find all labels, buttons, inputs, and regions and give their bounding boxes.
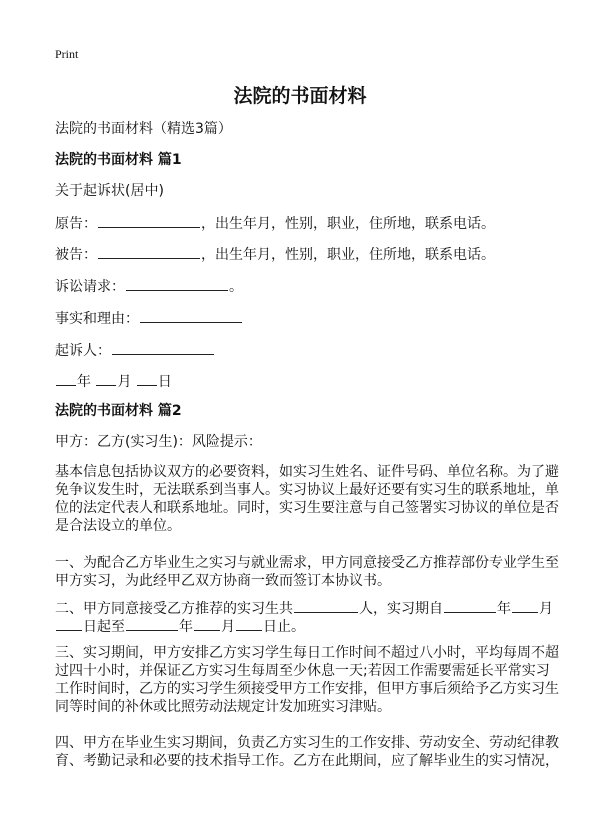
paragraph-line: 基本信息包括协议双方的必要资料，如实习生姓名、证件号码、单位名称。为了避 (55, 464, 559, 480)
section-heading-1: 法院的书面材料 篇1 (55, 152, 182, 168)
text: ，出生年月，性别，职业，住所地，联系电话。 (201, 216, 495, 232)
text: 人，实习期自 (359, 601, 443, 617)
label: 被告： (55, 247, 97, 263)
text: 年 (179, 619, 193, 635)
facts-line (55, 308, 243, 328)
text: 。 (229, 279, 243, 295)
plaintiff-sign-line (55, 340, 215, 360)
label: 事实和理由： (55, 311, 139, 327)
blank-field (512, 598, 538, 613)
paragraph-line: 位的法定代表人和联系地址。同时，实习生要注意与自己签署实习协议的单位是否 (55, 500, 559, 516)
paragraph-line: 免争议发生时，无法联系到当事人。实习协议上最好还要有实习生的联系地址，单 (55, 482, 559, 498)
label: 诉讼请求： (55, 279, 125, 295)
blank-field (294, 598, 358, 613)
paragraph-line: 同等时间的补休或比照劳动法规定计发加班实习津贴。 (55, 699, 391, 715)
parties-line: 甲方：乙方(实习生)：风险提示： (55, 434, 262, 450)
text: 日 (157, 374, 172, 390)
paragraph-line: 过四十小时，并保证乙方实习生每周至少休息一天;若因工作需要需延长平常实习 (55, 663, 550, 679)
blank-field (98, 213, 200, 228)
paragraph-line: 三、实习期间，甲方安排乙方实习学生每日工作时间不超过八小时，平均每周不超 (55, 645, 559, 661)
print-link[interactable]: Print (55, 47, 79, 61)
page-title: 法院的书面材料 (233, 85, 367, 107)
blank-field (98, 244, 200, 259)
blank-field (137, 371, 157, 386)
claim-line (55, 276, 243, 296)
blank-field (126, 616, 178, 631)
defendant-line (55, 244, 495, 264)
blank-field (140, 308, 242, 323)
paragraph-line (55, 616, 305, 636)
paragraph-line: 是合法设立的单位。 (55, 518, 181, 534)
label: 原告： (55, 216, 97, 232)
paragraph-line: 四、甲方在毕业生实习期间，负责乙方实习生的工作安排、劳动安全、劳动纪律教 (55, 735, 559, 751)
text: 月 (117, 374, 132, 390)
paragraph-line (55, 598, 553, 618)
blank-field (56, 616, 82, 631)
date-line (55, 371, 172, 391)
blank-field (56, 371, 76, 386)
text: 日起至 (83, 619, 125, 635)
paragraph-line: 工作时间时，乙方的实习学生须接受甲方工作安排，但甲方事后须给予乙方实习生 (55, 681, 559, 697)
text: 月 (539, 601, 553, 617)
paragraph-line: 甲方实习，为此经甲乙双方协商一致而签订本协议书。 (55, 573, 391, 589)
blank-field (112, 340, 214, 355)
blank-field (96, 371, 116, 386)
paragraph-line: 育、考勤记录和必要的技术指导工作。乙方在此期间，应了解毕业生的实习情况， (55, 753, 559, 769)
text: 二、甲方同意接受乙方推荐的实习生共 (55, 601, 293, 617)
label: 起诉人： (55, 343, 111, 359)
section-heading-2: 法院的书面材料 篇2 (55, 403, 182, 419)
paragraph-line: 一、为配合乙方毕业生之实习与就业需求，甲方同意接受乙方推荐部份专业学生至 (55, 555, 559, 571)
text: 日止。 (263, 619, 305, 635)
text: 年 (77, 374, 91, 390)
blank-field (126, 276, 228, 291)
text: 年 (497, 601, 511, 617)
subtitle: 法院的书面材料（精选3篇） (55, 121, 232, 137)
text: 月 (221, 619, 235, 635)
blank-field (194, 616, 220, 631)
blank-field (236, 616, 262, 631)
text: ，出生年月，性别，职业，住所地，联系电话。 (201, 247, 495, 263)
blank-field (444, 598, 496, 613)
plaintiff-line (55, 213, 495, 233)
intro-line: 关于起诉状(居中) (55, 183, 164, 199)
